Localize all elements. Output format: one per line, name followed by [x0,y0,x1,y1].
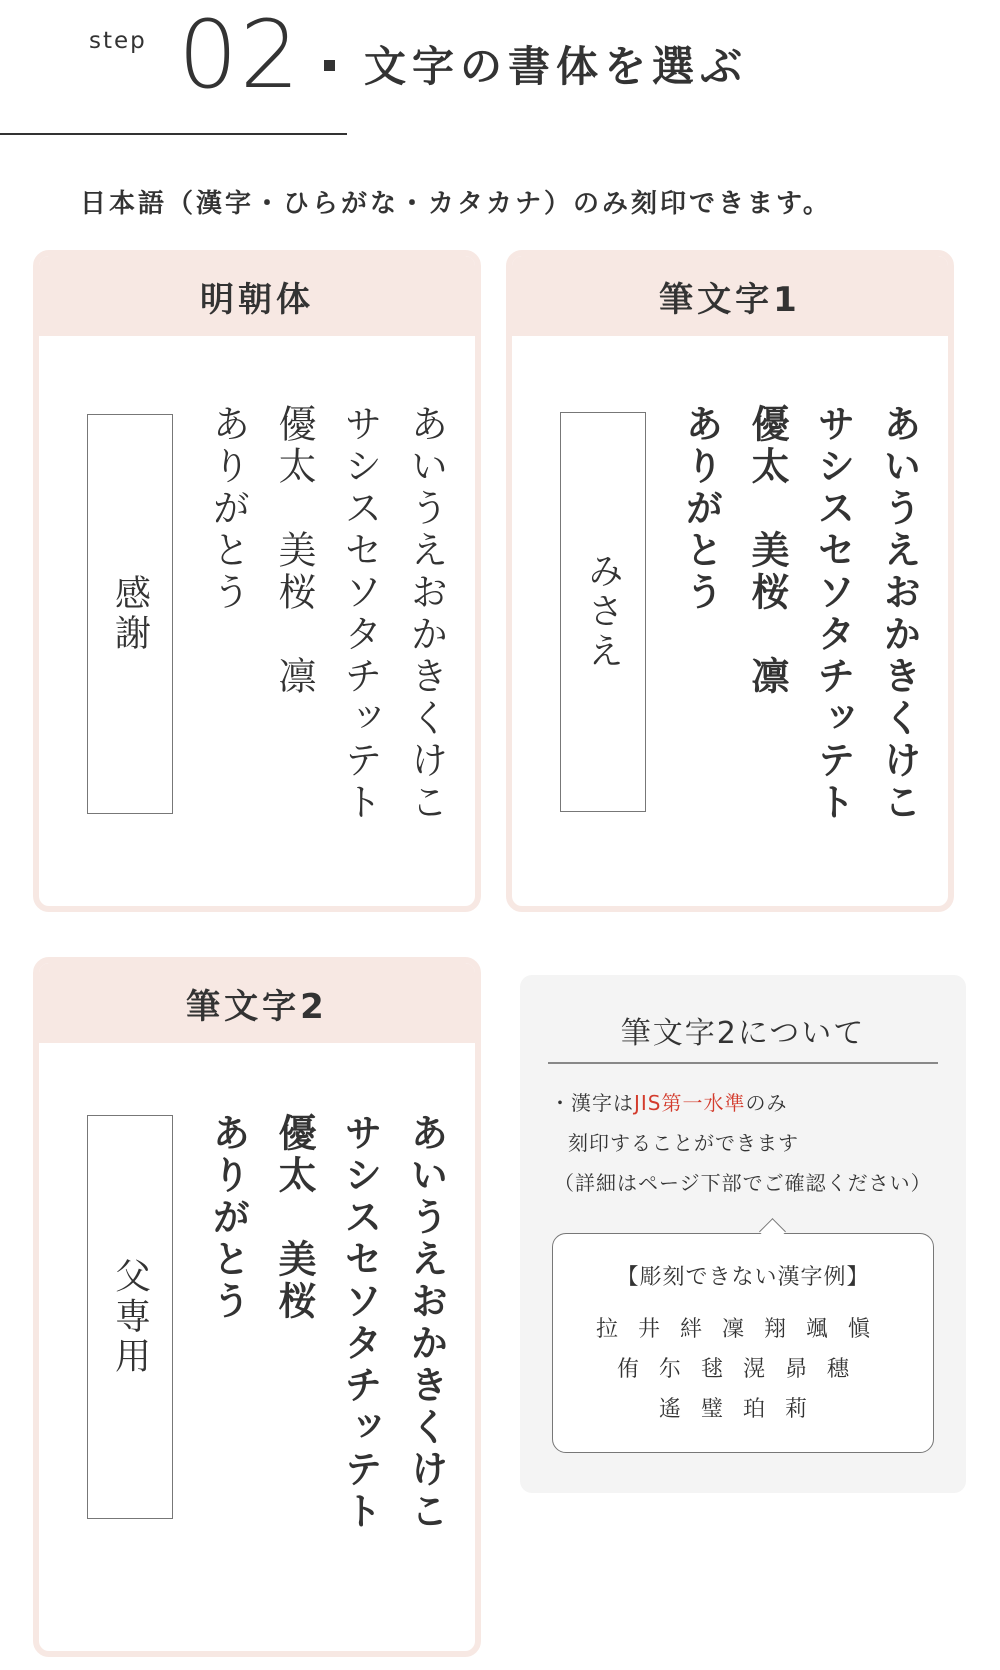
sample-column: 優太 美桜 [272,1113,317,1323]
sample-column: ありがとう [206,1113,251,1323]
sample-column: 優太 美桜 凛 [272,404,316,698]
sample-column: ありがとう [679,404,723,614]
sample-column: あいうえおかきくけこ [404,1113,449,1533]
engraving-sample-box [87,414,173,814]
brush2-info-panel [520,975,966,1493]
engraving-sample: 父専用 [109,1257,151,1377]
font-card-brush2 [33,957,481,1657]
info-title: 筆文字2について [620,1016,866,1051]
info-line-3: （詳細はページ下部でご確認ください） [554,1171,932,1195]
step-number: 02 [178,1,302,110]
engraving-sample: みさえ [582,552,624,672]
info-prefix: ・漢字は [550,1091,634,1115]
info-divider [548,1062,938,1064]
sample-column: ありがとう [206,404,250,614]
font-card-mincho [33,250,481,912]
sample-column: サシスセソタチッテト [338,404,382,824]
title-underline [0,133,347,135]
notice-text: 日本語（漢字・ひらがな・カタカナ）のみ刻印できます。 [80,189,832,219]
engraving-sample: 感謝 [109,574,151,654]
card-title: 筆文字2 [39,963,475,1043]
bubble-title: 【彫刻できない漢字例】 [616,1265,870,1290]
step-dot [324,60,335,71]
jis-level-highlight: JIS第一水準 [634,1091,746,1115]
info-suffix: のみ [745,1091,788,1115]
sample-column: あいうえおかきくけこ [877,404,921,824]
font-card-brush1 [506,250,954,912]
unsupported-kanji-bubble [552,1233,934,1453]
card-title: 明朝体 [39,256,475,336]
sample-column: サシスセソタチッテト [338,1113,383,1533]
bubble-tail [759,1218,786,1245]
engraving-sample-box [87,1115,173,1519]
section-title: 文字の書体を選ぶ [364,42,749,91]
info-line-2: 刻印することができます [568,1131,799,1155]
kanji-examples-row: 拉井絆凜翔颯愼 [595,1317,890,1342]
sample-column: 優太 美桜 凛 [745,404,789,698]
sample-column: サシスセソタチッテト [811,404,855,824]
info-line-1 [550,1087,788,1116]
card-title: 筆文字1 [512,256,948,336]
kanji-examples-row: 侑尓毬滉昴穗 [616,1357,869,1382]
engraving-sample-box [560,412,646,812]
kanji-examples-row: 遙璧珀莉 [658,1397,827,1422]
sample-column: あいうえおかきくけこ [404,404,448,824]
step-label: step [89,28,147,54]
